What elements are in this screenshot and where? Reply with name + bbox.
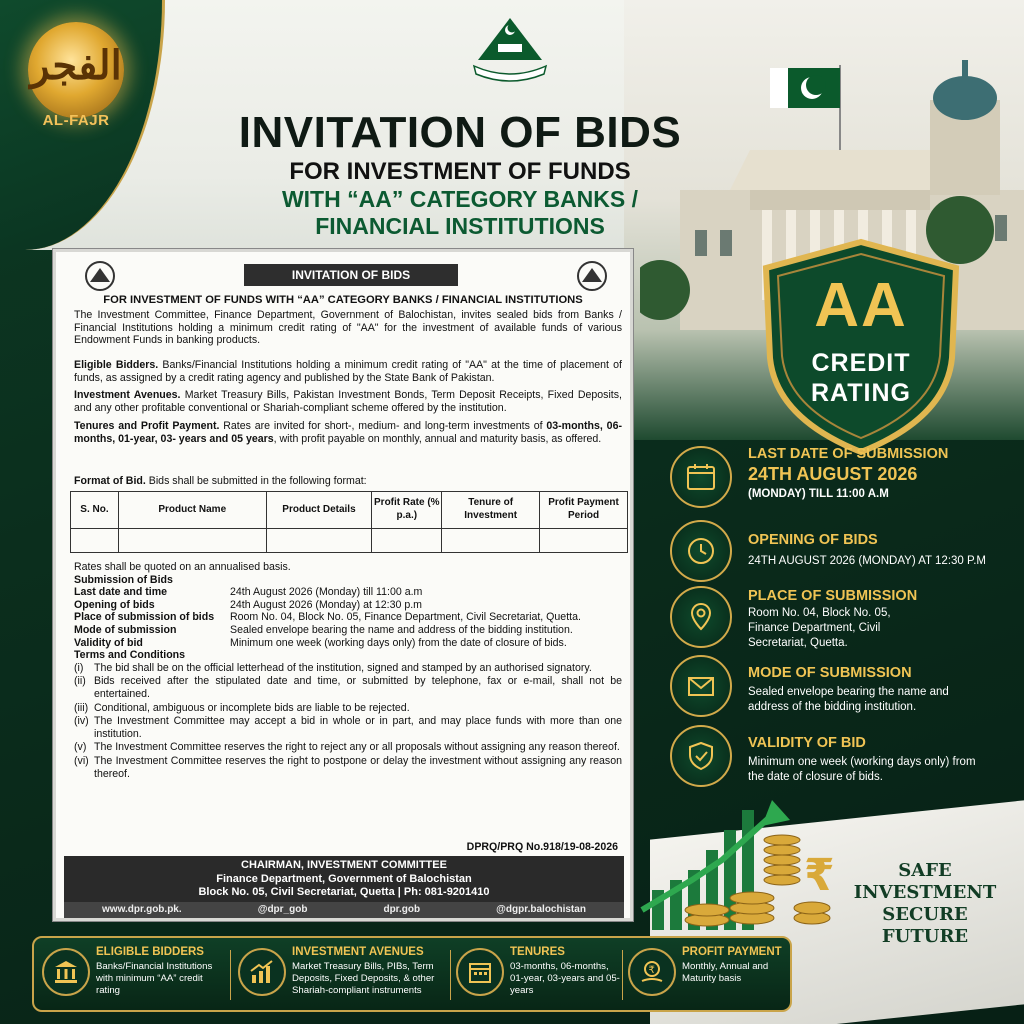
summary-desc: Monthly, Annual and Maturity basis: [682, 961, 769, 984]
eligible-label: Eligible Bidders.: [74, 359, 159, 371]
summary-tenures: [452, 938, 622, 1010]
submission-section: [74, 561, 622, 781]
twitter-link[interactable]: @dpr_gob: [257, 904, 308, 915]
emblem-seal-left-icon: [82, 260, 118, 292]
info-desc: Sealed envelope bearing the name and address of the bidding institution.: [748, 686, 949, 713]
term-number: (iii): [74, 701, 89, 714]
terms-heading: Terms and Conditions: [74, 649, 186, 662]
info-title: VALIDITY OF BID: [748, 735, 866, 751]
summary-desc: Banks/Financial Institutions with minimum “AA” credit rating: [96, 961, 213, 996]
term-number: (v): [74, 741, 87, 754]
al-fajr-logo: [28, 22, 124, 118]
summary-eligible: [38, 938, 228, 1010]
info-desc: (MONDAY) TILL 11:00 A.M: [748, 488, 889, 500]
instagram-link[interactable]: dpr.gob: [383, 904, 421, 915]
list-item: [74, 715, 622, 740]
submission-row: [74, 624, 622, 637]
website-link[interactable]: www.dpr.gob.pk.: [102, 904, 182, 915]
submission-value: 24th August 2026 (Monday) at 12:30 p.m: [230, 598, 422, 611]
submission-value: Room No. 04, Block No. 05, Finance Department, Civil Secretariat, Quetta.: [230, 611, 581, 624]
bid-format-table: [70, 491, 628, 553]
submission-value: Sealed envelope bearing the name and address of the bidding institution.: [230, 623, 573, 636]
tenures-bold: 03-months, 06- months, 01-year, 03- years and 05 years: [74, 420, 622, 445]
info-validity: [670, 725, 1020, 791]
avenues-label: Investment Avenues.: [74, 389, 181, 401]
info-title: OPENING OF BIDS: [748, 532, 878, 548]
slogan: [850, 860, 1000, 948]
summary-title: ELIGIBLE BIDDERS: [96, 946, 204, 958]
divider: [450, 950, 451, 1000]
submission-value: 24th August 2026 (Monday) till 11:00 a.m: [230, 586, 423, 599]
shield-check-icon: [685, 740, 717, 772]
tenures-text-2: , with profit payable on monthly, annual and maturity basis, as offered.: [273, 432, 602, 445]
doc-intro: The Investment Committee, Finance Department, Government of Balochistan, invites sealed bids from Banks / Financial Institutions holding a minimum credit rating of "AA" for the investment of available funds of various Endowment Funds in banking products.: [74, 309, 622, 347]
summary-desc: 03-months, 06-months, 01-year, 03-years and 05-years: [510, 961, 620, 996]
submission-row: [74, 586, 622, 599]
al-fajr-logo-glyph: الفجر: [30, 42, 122, 89]
summary-title: TENURES: [510, 946, 565, 958]
page-title: INVITATION OF BIDS: [238, 108, 682, 157]
reference-number: DPRQ/PRQ No.918/19-08-2026: [466, 841, 618, 853]
doc-heading: FOR INVESTMENT OF FUNDS WITH “AA” CATEGORY BANKS / FINANCIAL INSTITUTIONS: [103, 294, 583, 306]
calendar-icon: [467, 959, 493, 985]
table-header: Profit Rate (% p.a.): [372, 492, 442, 529]
list-item: [74, 675, 622, 700]
doc-footer: [64, 856, 624, 918]
info-last-date: [670, 446, 1020, 516]
doc-avenues: [74, 389, 622, 414]
clock-icon: [685, 535, 717, 567]
subtitle-line-1: WITH “AA” CATEGORY BANKS /: [281, 186, 639, 212]
doc-tenures: [74, 420, 622, 445]
submission-key: Validity of bid: [74, 636, 143, 649]
slogan-line-2: SECURE FUTURE: [881, 904, 969, 947]
summary-title: INVESTMENT AVENUES: [292, 946, 424, 958]
info-desc: Minimum one week (working days only) from the date of closure of bids.: [748, 756, 976, 783]
format-label: Format of Bid.: [74, 475, 146, 487]
aa-credit-rating-shield: [756, 238, 966, 456]
divider: [622, 950, 623, 1000]
submission-key: Last date and time: [74, 586, 168, 599]
term-number: (iv): [74, 715, 89, 728]
shield-aa: AA: [814, 271, 908, 340]
svg-text:₹: ₹: [648, 965, 655, 976]
location-pin-icon: [685, 601, 717, 633]
submission-value: Minimum one week (working days only) from the date of closure of bids.: [230, 636, 567, 649]
list-item: [74, 755, 622, 780]
term-text: The Investment Committee reserves the right to reject any or all proposals without assigning any reason thereof.: [94, 741, 620, 754]
subtitle-line-2: FINANCIAL INSTITUTIONS: [315, 213, 605, 239]
table-header: Tenure of Investment: [442, 492, 540, 529]
format-text: Bids shall be submitted in the following format:: [145, 475, 367, 487]
bottom-summary-strip: [32, 936, 792, 1012]
page-subtitle: FOR INVESTMENT OF FUNDS: [289, 158, 631, 185]
rupee-hand-icon: [639, 959, 665, 985]
term-number: (vi): [74, 754, 89, 767]
term-text: The Investment Committee may accept a bid in whole or in part, and may place funds with more than one institution.: [94, 715, 622, 740]
info-date-big: 24TH AUGUST 2026: [748, 464, 918, 484]
table-header: Profit Payment Period: [540, 492, 628, 529]
bank-icon: [53, 959, 79, 985]
table-header-row: [71, 492, 628, 529]
page-subtitle-banks: [190, 186, 730, 240]
info-title: LAST DATE OF SUBMISSION: [748, 446, 949, 462]
info-mode: [670, 655, 1020, 721]
shield-line-1: CREDIT: [811, 349, 911, 377]
eligible-text: Banks/Financial Institutions holding a minimum credit rating of "AA" at the time of placement of funds, as assigned by a credit rating agency and published by the State Bank of Pakistan.: [74, 359, 622, 384]
submission-row: [74, 599, 622, 612]
tenures-label: Tenures and Profit Payment.: [74, 420, 220, 432]
doc-format: [74, 475, 622, 488]
term-number: (ii): [74, 675, 86, 688]
summary-avenues: [234, 938, 449, 1010]
bid-notice-document: [53, 249, 633, 921]
list-item: [74, 662, 622, 675]
summary-desc: Market Treasury Bills, PIBs, Term Deposits, Fixed Deposits, & other Shariah-compliant instruments: [292, 961, 435, 996]
term-text: The Investment Committee reserves the right to postpone or delay the investment without assigning any reason thereof.: [94, 754, 622, 780]
table-header: Product Name: [118, 492, 266, 529]
info-title: PLACE OF SUBMISSION: [748, 588, 918, 604]
rates-note: Rates shall be quoted on an annualised basis.: [74, 561, 291, 573]
info-place: [670, 586, 1020, 652]
svg-text:₹: ₹: [804, 850, 835, 901]
footer-line: CHAIRMAN, INVESTMENT COMMITTEE: [241, 859, 447, 871]
table-header: S. No.: [71, 492, 119, 529]
divider: [230, 950, 231, 1000]
doc-eligible: [74, 359, 622, 384]
shield-credit-rating: [756, 348, 966, 408]
submission-heading: Submission of Bids: [74, 573, 173, 586]
facebook-link[interactable]: @dgpr.balochistan: [496, 904, 586, 915]
slogan-line-1: SAFE INVESTMENT: [853, 860, 997, 903]
submission-row: [74, 611, 622, 624]
term-text: Conditional, ambiguous or incomplete bids are liable to be rejected.: [94, 701, 410, 714]
term-text: The bid shall be on the official letterhead of the institution, signed and stamped by an authorised signatory.: [94, 661, 592, 674]
al-fajr-logo-text: AL-FAJR: [42, 112, 110, 129]
info-title: MODE OF SUBMISSION: [748, 665, 912, 681]
info-desc: 24TH AUGUST 2026 (MONDAY) AT 12:30 P.M: [748, 555, 986, 567]
info-desc: Room No. 04, Block No. 05, Finance Department, Civil Secretariat, Quetta.: [748, 607, 891, 649]
calendar-icon: [685, 461, 717, 493]
shield-line-2: RATING: [811, 379, 911, 407]
submission-key: Mode of submission: [74, 623, 177, 636]
summary-profit: [624, 938, 790, 1010]
footer-line: Block No. 05, Civil Secretariat, Quetta | Ph: 081-9201410: [198, 886, 490, 898]
term-number: (i): [74, 661, 84, 674]
table-row: [71, 529, 628, 553]
terms-list: [74, 662, 622, 780]
submission-key: Opening of bids: [74, 598, 155, 611]
emblem-seal-right-icon: [574, 260, 610, 292]
tenures-text: Rates are invited for short-, medium- and long-term investments of: [219, 420, 547, 432]
summary-title: PROFIT PAYMENT: [682, 946, 782, 958]
growth-chart-coins-image: [632, 790, 852, 940]
info-opening: [670, 520, 1020, 586]
submission-key: Place of submission of bids: [74, 611, 215, 624]
list-item: [74, 702, 622, 715]
footer-line: Finance Department, Government of Balochistan: [216, 872, 472, 885]
table-header: Product Details: [266, 492, 372, 529]
envelope-icon: [685, 670, 717, 702]
growth-chart-icon: [249, 959, 275, 985]
balochistan-emblem-icon: [470, 10, 550, 85]
doc-badge: INVITATION OF BIDS: [244, 264, 458, 286]
social-bar: [64, 902, 624, 918]
submission-row: [74, 637, 622, 650]
term-text: Bids received after the stipulated date and time, or submitted by telephone, fax or e-mail, shall not be entertained.: [94, 675, 622, 700]
list-item: [74, 741, 622, 754]
avenues-text: Market Treasury Bills, Pakistan Investment Bonds, Term Deposit Receipts, Fixed Deposits, and any other profitable conventional or Shariah-compliant scheme offered by the institution.: [74, 389, 622, 414]
